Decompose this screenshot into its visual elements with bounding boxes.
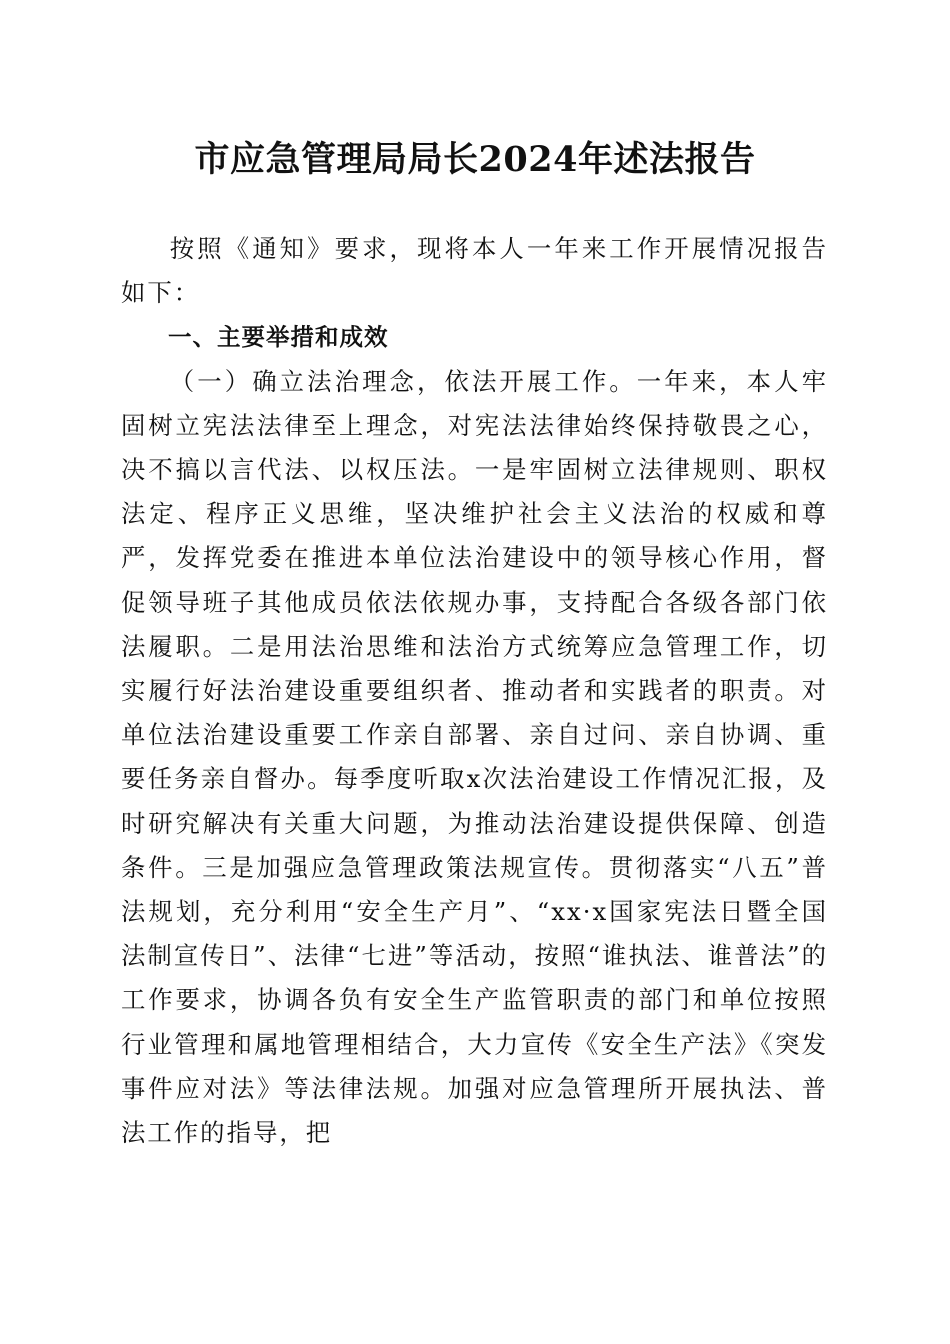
document-body [121,227,828,1155]
intro-paragraph: 按照《通知》要求，现将本人一年来工作开展情况报告如下： [121,234,828,308]
body-paragraph: （一）确立法治理念，依法开展工作。一年来，本人牢固树立宪法法律至上理念，对宪法法律始终保持敬畏之心，决不搞以言代法、以权压法。一是牢固树立法律规则、职权法定、程序正义思维，坚决维护社会主义法治的权威和尊严，发挥党委在推进本单位法治建设中的领导核心作用，督促领导班子其他成员依法依规办事，支持配合各级各部门依法履职。二是用法治思维和法治方式统筹应急管理工作，切实履行好法治建设重要组织者、推动者和实践者的职责。对单位法治建设重要工作亲自部署、亲自过问、亲自协调、重要任务亲自督办。每季度听取x次法治建设工作情况汇报，及时研究解决有关重大问题，为推动法治建设提供保障、创造条件。三是加强应急管理政策法规宣传。贯彻落实“八五”普法规划，充分利用“安全生产月”、“xx·x国家宪法日暨全国法制宣传日”、法律“七进”等活动，按照“谁执法、谁普法”的工作要求，协调各负有安全生产监管职责的部门和单位按照行业管理和属地管理相结合，大力宣传《安全生产法》《突发事件应对法》等法律法规。加强对应急管理所开展执法、普法工作的指导，把 [121,366,828,1148]
section-heading: 一、主要举措和成效 [168,323,389,352]
document-title: 市应急管理局局长2024年述法报告 [194,139,756,180]
